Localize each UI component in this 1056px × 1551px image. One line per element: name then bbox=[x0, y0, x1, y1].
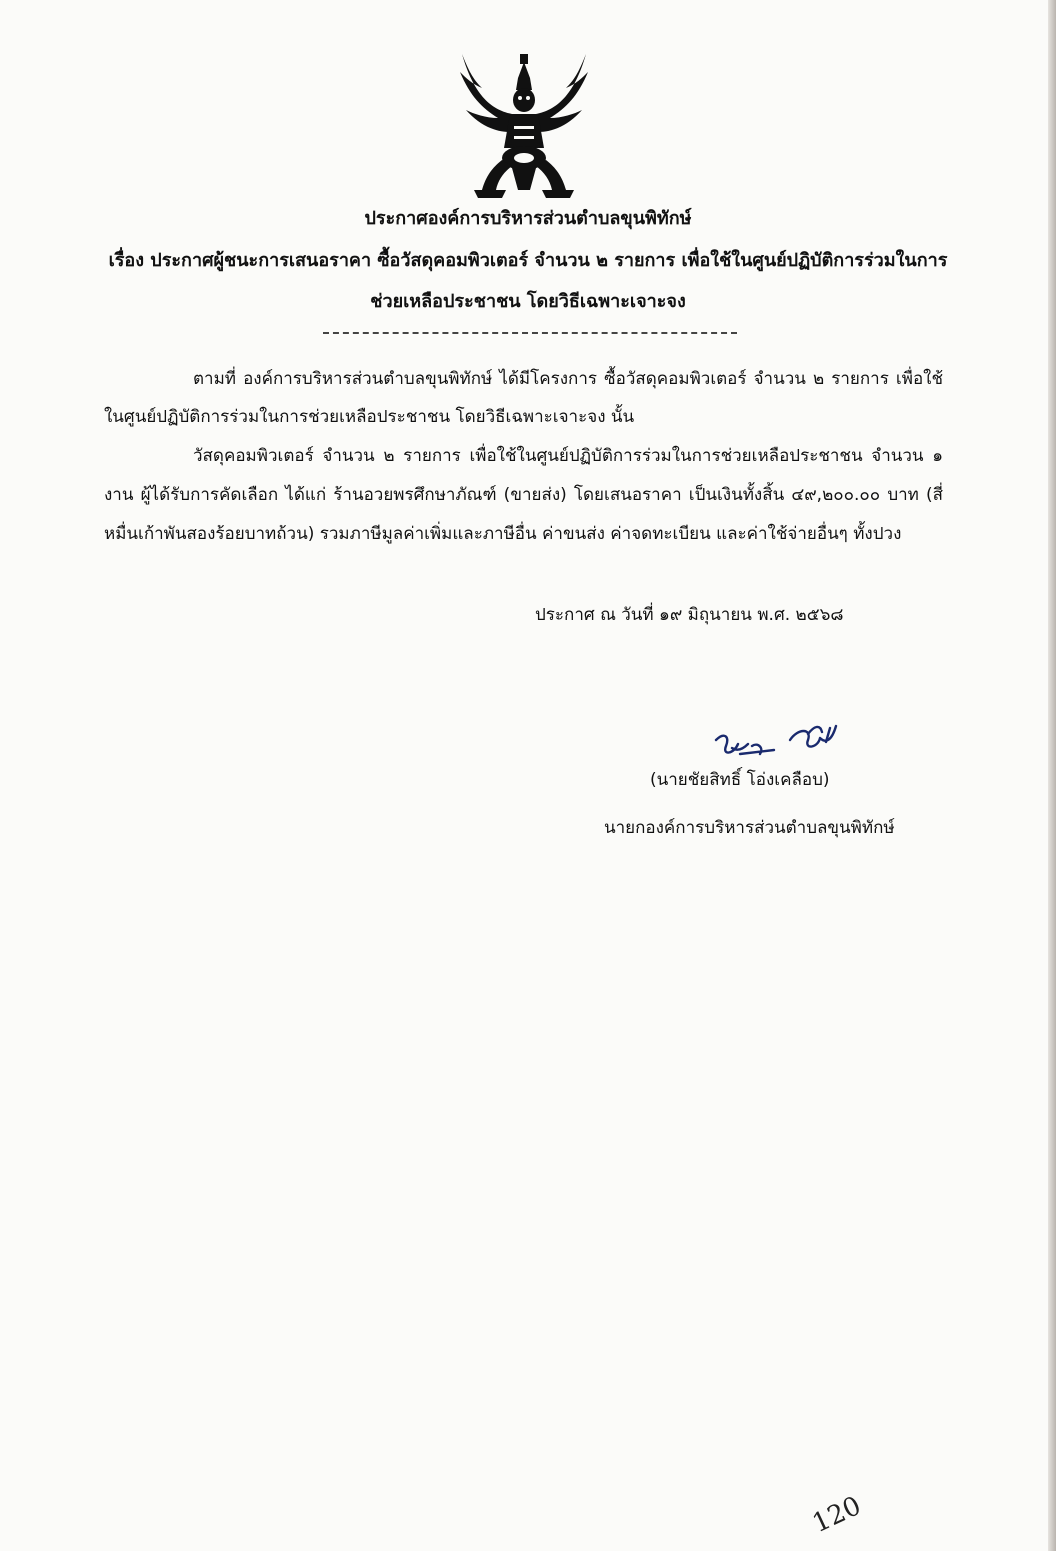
paragraph-2-line-1: วัสดุคอมพิวเตอร์ จำนวน ๒ รายการ เพื่อใช้ในศูนย์ปฏิบัติการร่วมในการช่วยเหลือประชาชน จำนวน ๑ bbox=[193, 446, 943, 466]
signatory-name: (นายชัยสิทธิ์ โอ่งเคลือบ) bbox=[650, 770, 830, 790]
paragraph-2-line-3: หมื่นเก้าพันสองร้อยบาทถ้วน) รวมภาษีมูลค่าเพิ่มและภาษีอื่น ค่าขนส่ง ค่าจดทะเบียน และค่าใช้จ่ายอื่นๆ ทั้งปวง bbox=[104, 524, 902, 544]
paragraph-2-line-2: งาน ผู้ได้รับการคัดเลือก ได้แก่ ร้านอวยพรศึกษาภัณฑ์ (ขายส่ง) โดยเสนอราคา เป็นเงินทั้งสิ้น ๔๙,๒๐๐.๐๐ บาท (สี่ bbox=[104, 485, 943, 505]
garuda-emblem-icon bbox=[452, 44, 596, 204]
dashed-divider bbox=[323, 332, 737, 334]
handwritten-signature bbox=[708, 718, 848, 770]
announcement-date: ประกาศ ณ วันที่ ๑๙ มิถุนายน พ.ศ. ๒๕๖๘ bbox=[535, 605, 844, 625]
subject-line-2: ช่วยเหลือประชาชน โดยวิธีเฉพาะเจาะจง bbox=[370, 291, 686, 312]
handwritten-page-note: 120 bbox=[807, 1490, 866, 1540]
paragraph-1-line-2: ในศูนย์ปฏิบัติการร่วมในการช่วยเหลือประชาชน โดยวิธีเฉพาะเจาะจง นั้น bbox=[104, 407, 635, 427]
announcement-title: ประกาศองค์การบริหารส่วนตำบลขุนพิทักษ์ bbox=[364, 208, 692, 229]
signatory-position: นายกองค์การบริหารส่วนตำบลขุนพิทักษ์ bbox=[604, 818, 895, 838]
paragraph-1-line-1: ตามที่ องค์การบริหารส่วนตำบลขุนพิทักษ์ ได้มีโครงการ ซื้อวัสดุคอมพิวเตอร์ จำนวน ๒ รายการ เพื่อใช้ bbox=[193, 369, 943, 389]
page-edge-shadow bbox=[1048, 0, 1056, 1551]
subject-line-1: เรื่อง ประกาศผู้ชนะการเสนอราคา ซื้อวัสดุคอมพิวเตอร์ จำนวน ๒ รายการ เพื่อใช้ในศูนย์ปฏิบัติการร่วมในการ bbox=[108, 250, 948, 271]
